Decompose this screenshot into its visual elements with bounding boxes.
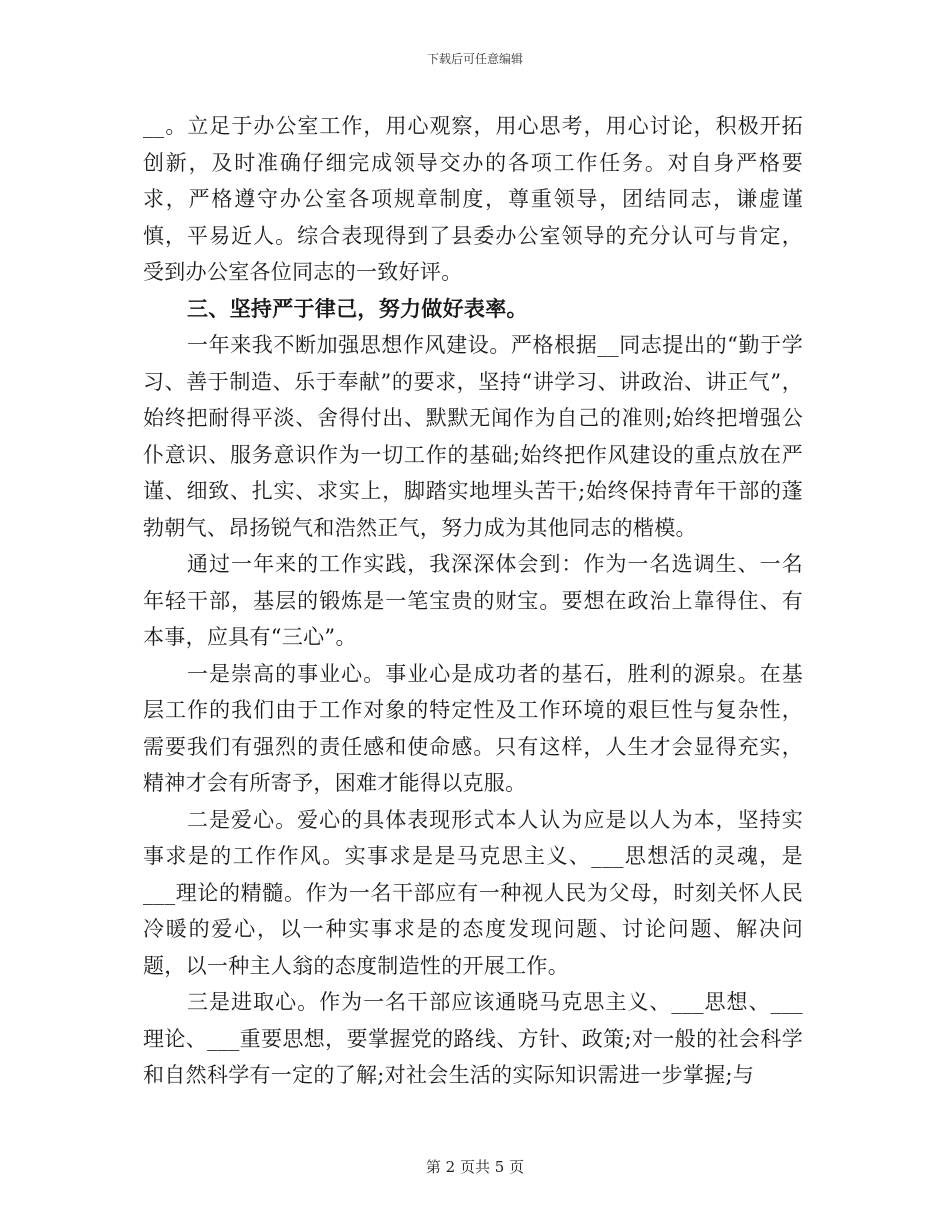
paragraph-continuation: __。立足于办公室工作，用心观察，用心思考，用心讨论，积极开拓创新，及时准确仔细完成领导交办的各项工作任务。对自身严格要求，严格遵守办公室各项规章制度，尊重领导，团结同志，谦虚谨慎，平易近人。综合表现得到了县委办公室领导的充分认可与肯定，受到办公室各位同志的一致好评。	[143, 114, 803, 284]
page-header: 下载后可任意编辑	[426, 52, 523, 66]
document-body	[143, 108, 803, 1094]
paragraph-career-heart: 一是崇高的事业心。事业心是成功者的基石，胜利的源泉。在基层工作的我们由于工作对象的特定性及工作环境的艰巨性与复杂性，需要我们有强烈的责任感和使命感。只有这样，人生才会显得充实，精神才会有所寄予，困难才能得以克服。	[143, 661, 803, 795]
paragraph-love-heart: 二是爱心。爱心的具体表现形式本人认为应是以人为本，坚持实事求是的工作作风。实事求是是马克思主义、___思想活的灵魂，是___理论的精髓。作为一名干部应有一种视人民为父母，时刻关怀人民冷暖的爱心，以一种实事求是的态度发现问题、讨论问题、解决问题，以一种主人翁的态度制造性的开展工作。	[143, 807, 803, 978]
paragraph-progress-heart: 三是进取心。作为一名干部应该通晓马克思主义、___思想、___理论、___重要思想，要掌握党的路线、方针、政策;对一般的社会科学和自然科学有一定的了解;对社会生活的实际知识需进一步掌握;与	[143, 990, 803, 1087]
paragraph-experience: 通过一年来的工作实践，我深深体会到：作为一名选调生、一名年轻干部，基层的锻炼是一笔宝贵的财宝。要想在政治上靠得住、有本事，应具有“三心”。	[143, 552, 803, 649]
page-footer: 第 2 页共 5 页	[425, 1158, 525, 1176]
paragraph-style-building: 一年来我不断加强思想作风建设。严格根据__同志提出的“勤于学习、善于制造、乐于奉献”的要求，坚持“讲学习、讲政治、讲正气”，始终把耐得平淡、舍得付出、默默无闻作为自己的准则;始终把增强公仆意识、服务意识作为一切工作的基础;始终把作风建设的重点放在严谨、细致、扎实、求实上，脚踏实地埋头苦干;始终保持青年干部的蓬勃朝气、昂扬锐气和浩然正气，努力成为其他同志的楷模。	[143, 333, 803, 540]
section-heading: 三、坚持严于律己，努力做好表率。	[187, 295, 528, 321]
